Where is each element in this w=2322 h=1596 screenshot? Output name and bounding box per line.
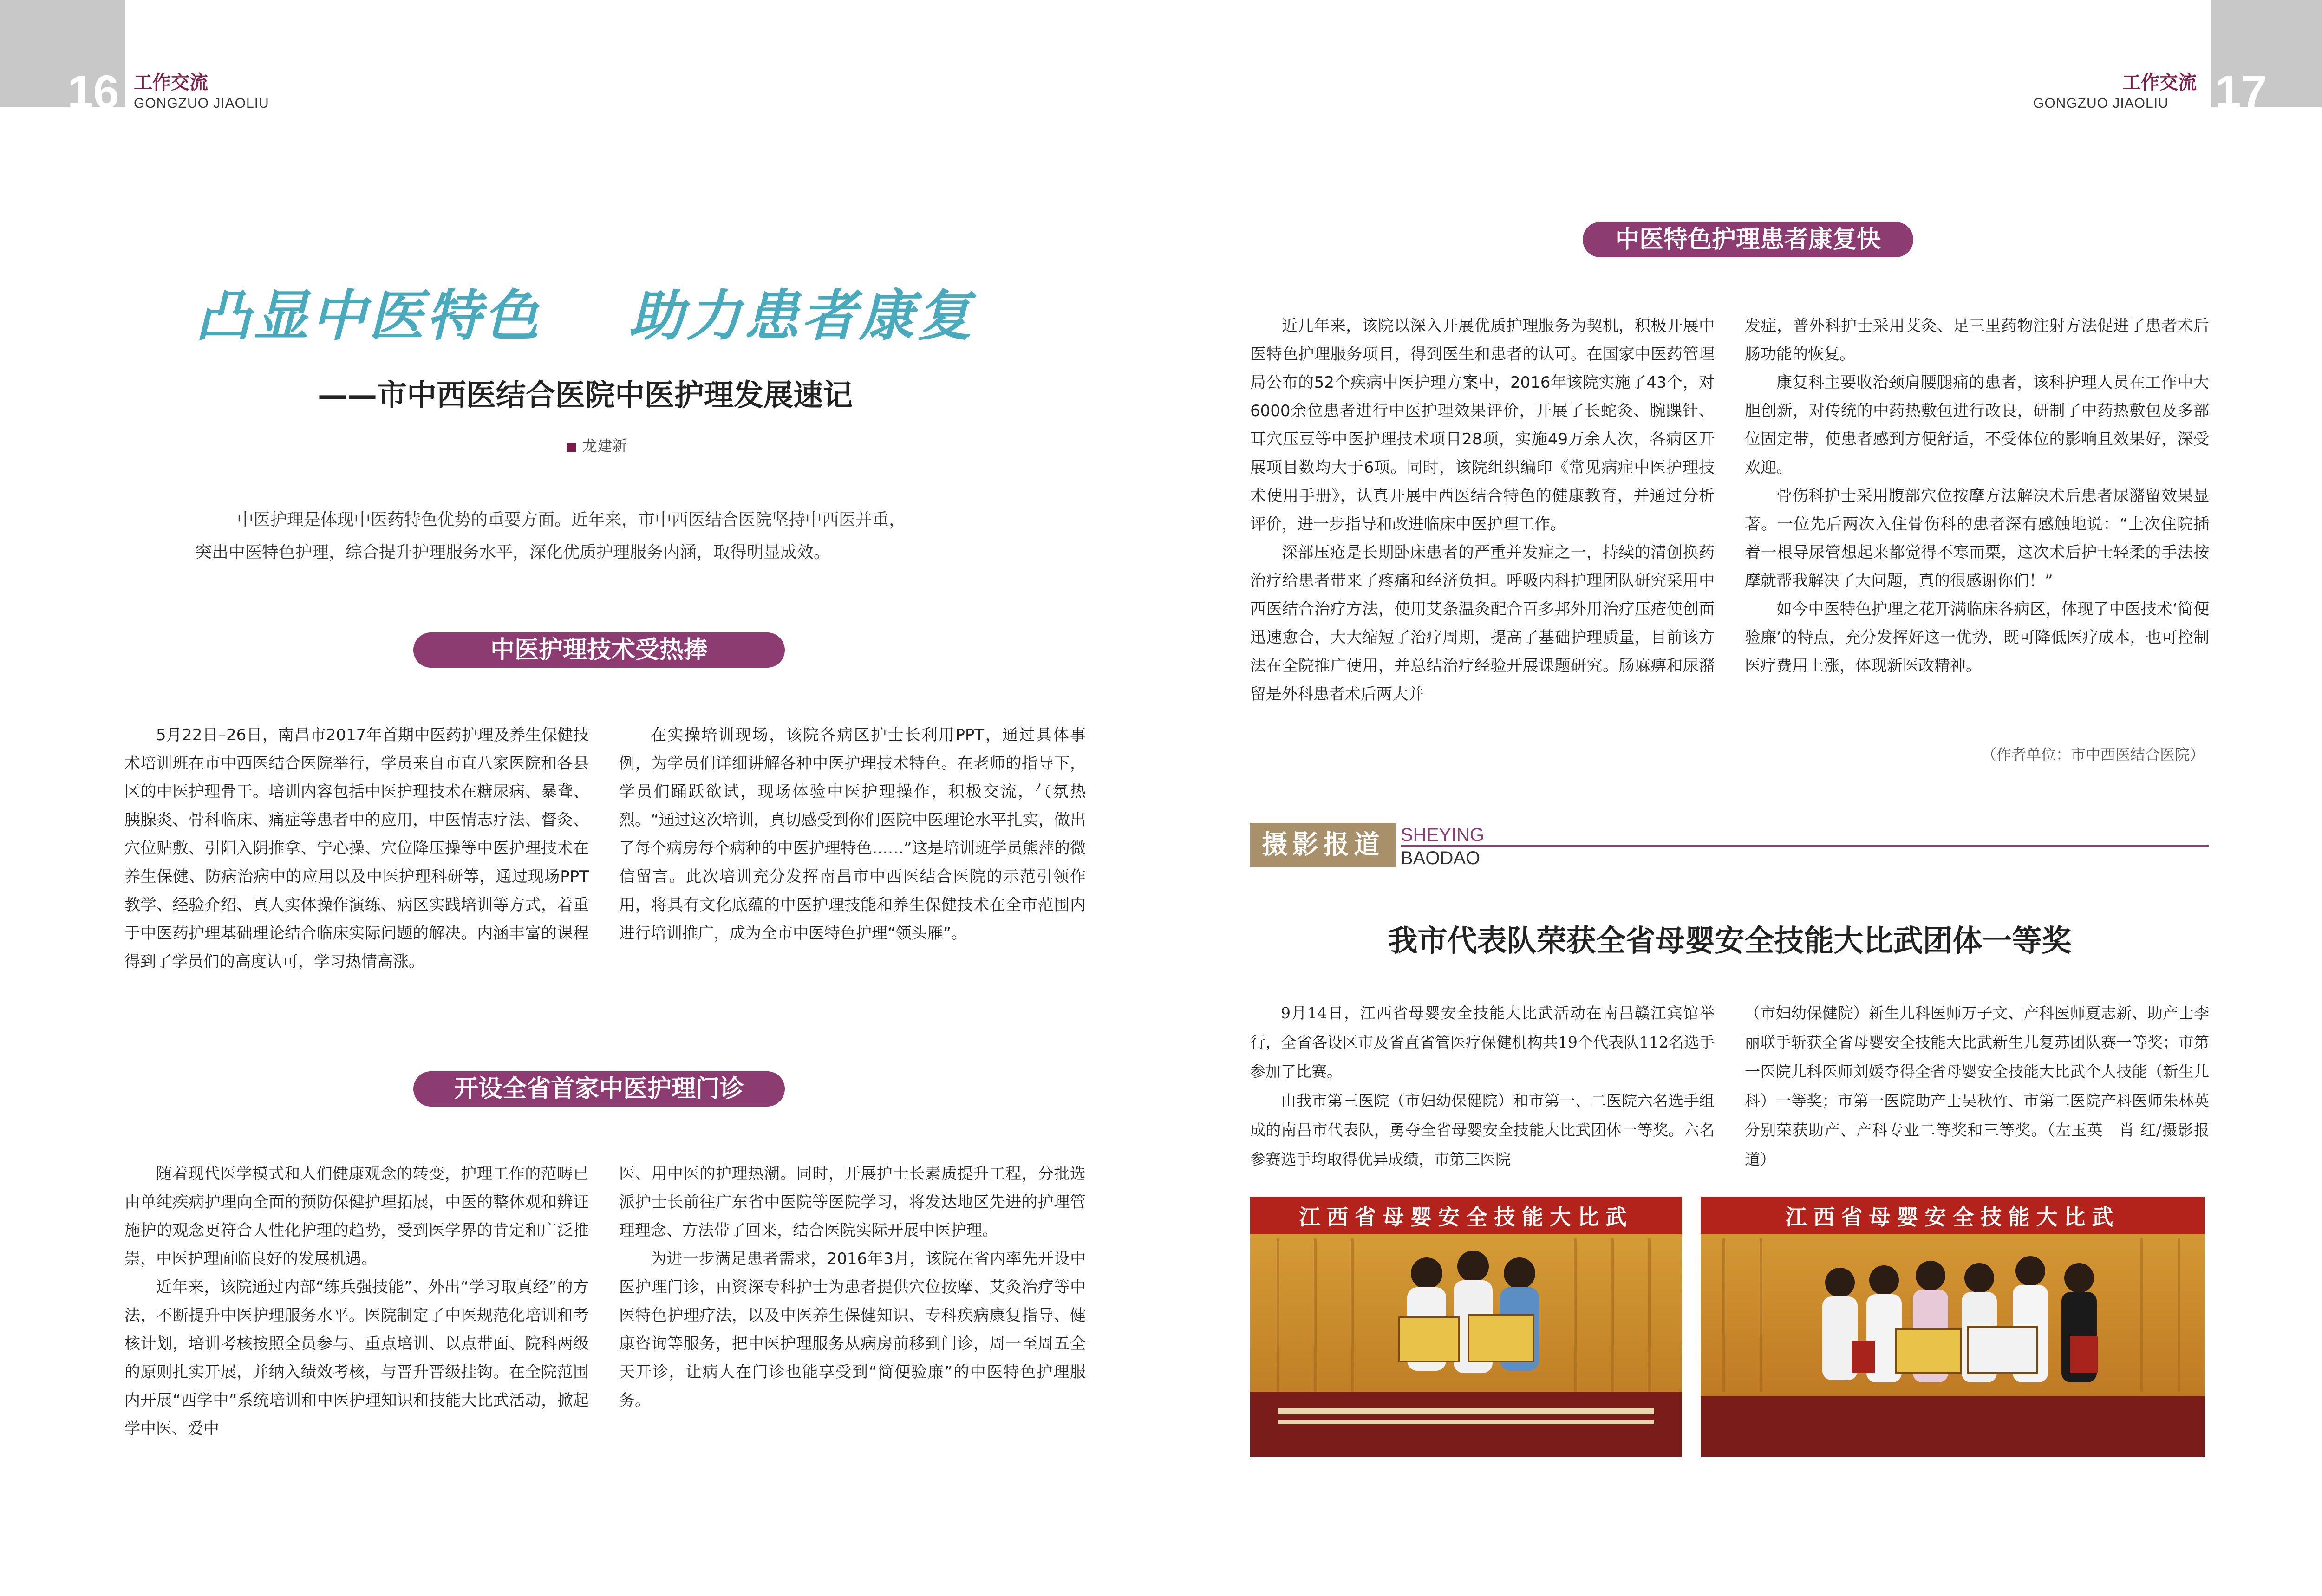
photo-report-label-en-2: BAODAO: [1401, 848, 1481, 868]
section3-col1-paragraph-2: 深部压疮是长期卧床患者的严重并发症之一，持续的清创换药治疗给患者带来了疼痛和经济负担。呼吸内科护理团队研究采用中西医结合治疗方法，使用艾条温灸配合百多邦外用治疗压疮使创面迅速愈合，大大缩短了治疗周期，提高了基础护理质量，目前该方法在全院推广使用，并总结治疗经验开展课题研究。肠麻痹和尿潴留是外科患者术后两大并: [1250, 543, 1715, 704]
left-page-number: 16: [67, 66, 119, 118]
section1-column-1: [124, 721, 589, 976]
section2-col2-paragraph-2: 为进一步满足患者需求，2016年3月，该院在省内率先开设中医护理门诊，由资深专科护士为患者提供穴位按摩、艾灸治疗等中医特色护理疗法，以及中医养生保健知识、专科疾病康复指导、健康咨询等服务，把中医护理服务从病房前移到门诊，周一至周五全天开诊，让病人在门诊也能享受到“简便验廉”的中医特色护理服务。: [619, 1250, 1086, 1410]
author-name: 龙建新: [582, 437, 627, 455]
news-col2-paragraph-1: （市妇幼保健院）新生儿科医师万子文、产科医师夏志新、助产士李丽联手斩获全省母婴安全技能大比武新生儿复苏团队赛一等奖；市第一医院儿科医师刘媛夺得全省母婴安全技能大比武个人技能（新生儿科）一等奖；市第一医院助产士吴秋竹、市第二医院产科医师朱林英分别荣获助产、产科专业二等奖和三等奖。（左玉英 肖 红/摄影报道）: [1745, 1004, 2209, 1168]
news-column-1: [1250, 998, 1715, 1174]
section3-col1-paragraph-1: 近几年来，该院以深入开展优质护理服务为契机，积极开展中医特色护理服务项目，得到医生和患者的认可。在国家中医药管理局公布的52个疾病中医护理方案中，2016年该院实施了43个，对6000余位患者进行中医护理效果评价，开展了长蛇灸、腕踝针、耳穴压豆等中医护理技术项目28项，实施49万余人次，各病区开展项目数均大于6项。同时，该院组织编印《常见病症中医护理技术使用手册》，认真开展中西医结合特色的健康教育，并通过分析评价，进一步指导和改进临床中医护理工作。: [1250, 317, 1715, 534]
section2-col1-paragraph-2: 近年来，该院通过内部“练兵强技能”、外出“学习取真经”的方法，不断提升中医护理服务水平。医院制定了中医规范化培训和考核计划，培训考核按照全员参与、重点培训、以点带面、院科两级的原则扎实开展，并纳入绩效考核，与晋升晋级挂钩。在全院范围内开展“西学中”系统培训和中医护理知识和技能大比武活动，掀起学中医、爱中: [124, 1278, 589, 1438]
section-heading-3: 中医特色护理患者康复快: [1583, 222, 1913, 257]
photo-report-label: 摄影报道: [1250, 823, 1396, 867]
section1-column-2: [619, 721, 1086, 948]
news-col1-paragraph-1: 9月14日，江西省母婴安全技能大比武活动在南昌赣江宾馆举行，全省各设区市及省直省管医疗保健机构共19个代表队112名选手参加了比赛。: [1250, 1004, 1715, 1081]
article-author: [567, 434, 627, 456]
section-heading-1: 中医护理技术受热捧: [413, 632, 785, 668]
news-col1-paragraph-2: 由我市第三医院（市妇幼保健院）和市第一、二医院六名选手组成的南昌市代表队，勇夺全省母婴安全技能大比武团体一等奖。六名参赛选手均取得优异成绩，市第三医院: [1250, 1092, 1715, 1168]
section3-column-2: [1745, 312, 2209, 680]
article-subtitle: ——市中西医结合医院中医护理发展速记: [318, 378, 853, 413]
section3-author-credit: （作者单位：市中西医结合医院）: [1981, 746, 2205, 763]
award-photo-2-scene: [1701, 1197, 2205, 1457]
article-title-part2: 助力患者康复: [629, 284, 975, 348]
award-photo-2: [1701, 1197, 2205, 1457]
photo-report-label-en-1: SHEYING: [1401, 825, 1485, 845]
intro-line-2: 突出中医特色护理，综合提升护理服务水平，深化优质护理服务内涵，取得明显成效。: [195, 543, 831, 562]
award-photo-1: [1250, 1197, 1682, 1457]
section2-column-1: [124, 1160, 589, 1443]
news-column-2: [1745, 998, 2209, 1174]
section1-col1-paragraph: 5月22日–26日，南昌市2017年首期中医药护理及养生保健技术培训班在市中西医结合医院举行，学员来自市直八家医院和各县区的中医护理骨干。培训内容包括中医护理技术在糖尿病、暴聋、胰腺炎、骨科临床、痛症等患者中的应用，中医情志疗法、督灸、穴位贴敷、引阳入阴推拿、宁心操、穴位降压操等中医护理技术在养生保健、防病治病中的应用以及中医护理科研等，通过现场PPT教学、经验介绍、真人实体操作演练、病区实践培训等方式，着重于中医药护理基础理论结合临床实际问题的解决。内涵丰富的课程得到了学员们的高度认可，学习热情高涨。: [124, 726, 589, 971]
section2-col1-paragraph-1: 随着现代医学模式和人们健康观念的转变，护理工作的范畴已由单纯疾病护理向全面的预防保健护理拓展，中医的整体观和辨证施护的观念更符合人性化护理的趋势，受到医学界的肯定和广泛推崇，中医护理面临良好的发展机遇。: [124, 1165, 589, 1268]
award-photo-1-scene: [1250, 1197, 1682, 1457]
section3-col2-paragraph-1: 发症，普外科护士采用艾灸、足三里药物注射方法促进了患者术后肠功能的恢复。: [1745, 317, 2209, 364]
section3-column-1: [1250, 312, 1715, 709]
award-photo-1-banner: 江西省母婴安全技能大比武: [1299, 1205, 1633, 1230]
award-photo-2-banner: 江西省母婴安全技能大比武: [1785, 1205, 2120, 1230]
right-section-label-cn: 工作交流: [2122, 72, 2197, 93]
intro-line-1: 中医护理是体现中医药特色优势的重要方面。近年来，市中西医结合医院坚持中西医并重，: [237, 510, 906, 529]
section3-col2-paragraph-2: 康复科主要收治颈肩腰腿痛的患者，该科护理人员在工作中大胆创新，对传统的中药热敷包进行改良，研制了中药热敷包及多部位固定带，使患者感到方便舒适，不受体位的影响且效果好，深受欢迎。: [1745, 373, 2209, 477]
author-marker-square: [567, 443, 576, 452]
right-page-number: 17: [2215, 66, 2267, 118]
article-intro: [195, 504, 1087, 569]
section2-col2-paragraph-1: 医、用中医的护理热潮。同时，开展护士长素质提升工程，分批选派护士长前往广东省中医院等医院学习，将发达地区先进的护理管理理念、方法带了回来，结合医院实际开展中医护理。: [619, 1165, 1086, 1240]
article-title: [0, 272, 1170, 351]
article-title-part1: 凸显中医特色: [196, 284, 541, 348]
section2-column-2: [619, 1160, 1086, 1415]
section3-col2-paragraph-3: 骨伤科护士采用腹部穴位按摩方法解决术后患者尿潴留效果显著。一位先后两次入住骨伤科的患者深有感触地说：“上次住院插着一根导尿管想起来都觉得不寒而栗，这次术后护士轻柔的手法按摩就帮我解决了大问题，真的很感谢你们！”: [1745, 487, 2209, 590]
section1-col2-paragraph: 在实操培训现场，该院各病区护士长利用PPT，通过具体事例，为学员们详细讲解各种中医护理技术特色。在老师的指导下，学员们踊跃欲试，现场体验中医护理操作，积极交流，气氛热烈。“通过这次培训，真切感受到你们医院中医理论水平扎实，做出了每个病房每个病种的中医护理特色……”这是培训班学员熊萍的微信留言。此次培训充分发挥南昌市中西医结合医院的示范引领作用，将具有文化底蕴的中医护理技能和养生保健技术在全市范围内进行培训推广，成为全市中医特色护理“领头雁”。: [619, 726, 1086, 943]
photo-report-rule: [1401, 845, 2209, 847]
right-section-label-en: GONGZUO JIAOLIU: [2033, 96, 2169, 111]
section-heading-2: 开设全省首家中医护理门诊: [413, 1071, 785, 1107]
section3-col2-paragraph-4: 如今中医特色护理之花开满临床各病区，体现了中医技术‘简便验廉’的特点，充分发挥好这一优势，既可降低医疗成本，也可控制医疗费用上涨，体现新医改精神。: [1745, 600, 2209, 675]
left-section-label-cn: 工作交流: [134, 72, 208, 93]
left-section-label-en: GONGZUO JIAOLIU: [134, 96, 269, 111]
news-title: 我市代表队荣获全省母婴安全技能大比武团体一等奖: [1388, 924, 2072, 958]
